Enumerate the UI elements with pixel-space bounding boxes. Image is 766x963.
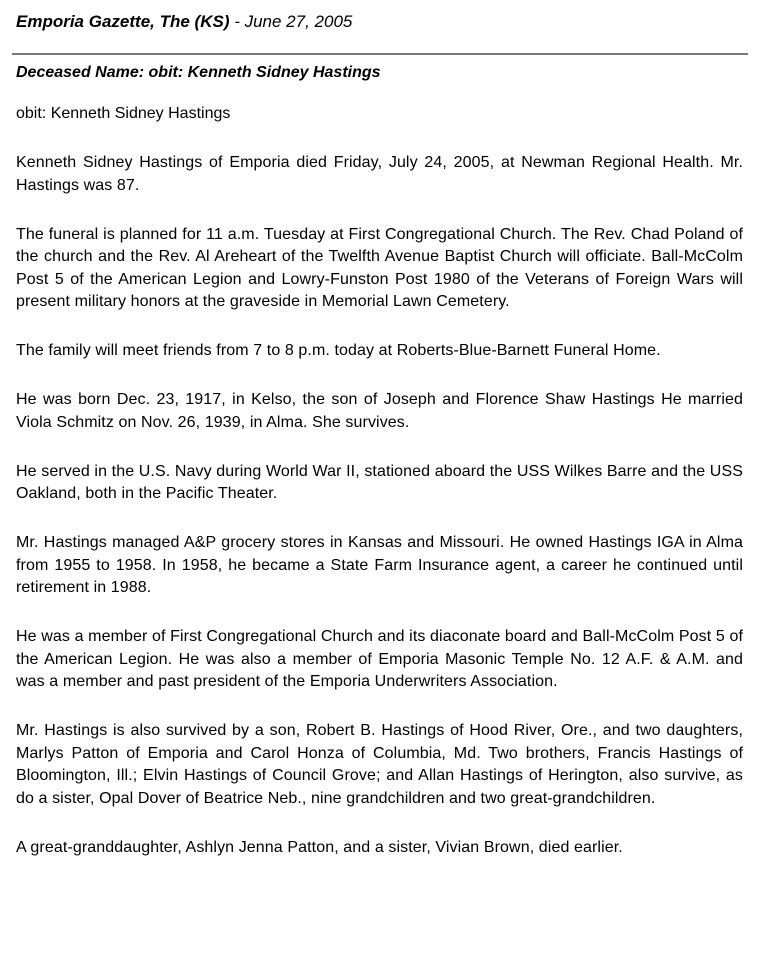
obituary-subject: obit: Kenneth Sidney Hastings <box>16 105 231 122</box>
publication-name: Emporia Gazette, The (KS) <box>16 12 230 31</box>
paragraph: Kenneth Sidney Hastings of Emporia died Friday, July 24, 2005, at Newman Regional Health. Mr. Hastings was 87. <box>16 154 743 194</box>
paragraph: He served in the U.S. Navy during World War II, stationed aboard the USS Wilkes Barre and the USS Oakland, both in the Pacific Theater. <box>16 462 743 502</box>
deceased-name-line: Deceased Name: obit: Kenneth Sidney Hastings <box>16 64 381 81</box>
obituary-body <box>16 152 743 886</box>
paragraph: He was a member of First Congregational Church and its diaconate board and Ball-McColm Post 5 of the American Legion. He was also a member of Emporia Masonic Temple No. 12 A.F. & A.M. and was a member and past president of the Emporia Underwriters Association. <box>16 628 743 690</box>
header-divider <box>12 53 748 55</box>
paragraph: He was born Dec. 23, 1917, in Kelso, the son of Joseph and Florence Shaw Hastings He married Viola Schmitz on Nov. 26, 1939, in Alma. She survives. <box>16 391 743 431</box>
paragraph: The funeral is planned for 11 a.m. Tuesday at First Congregational Church. The Rev. Chad Poland of the church and the Rev. Al Areheart of the Twelfth Avenue Baptist Church will officiate. Ball-McColm Post 5 of the American Legion and Lowry-Funston Post 1980 of the Veterans of Foreign Wars will present military honors at the graveside in Memorial Lawn Cemetery. <box>16 225 743 310</box>
paragraph: Mr. Hastings managed A&P grocery stores in Kansas and Missouri. He owned Hastings IGA in Alma from 1955 to 1958. In 1958, he became a State Farm Insurance agent, a career he continued until retirement in 1988. <box>16 534 743 596</box>
paragraph: The family will meet friends from 7 to 8 p.m. today at Roberts-Blue-Barnett Funeral Home. <box>16 342 661 359</box>
publication-date: June 27, 2005 <box>244 12 353 31</box>
paragraph: Mr. Hastings is also survived by a son, Robert B. Hastings of Hood River, Ore., and two daughters, Marlys Patton of Emporia and Carol Honza of Columbia, Md. Two brothers, Francis Hastings of Bloomington, Ill.; Elvin Hastings of Council Grove; and Allan Hastings of Herington, also survive, as do a sister, Opal Dover of Beatrice Neb., nine grandchildren and two great-grandchildren. <box>16 722 743 807</box>
paragraph: A great-granddaughter, Ashlyn Jenna Patton, and a sister, Vivian Brown, died earlier. <box>16 838 623 856</box>
source-header <box>16 11 352 33</box>
header-separator: - <box>229 12 245 31</box>
